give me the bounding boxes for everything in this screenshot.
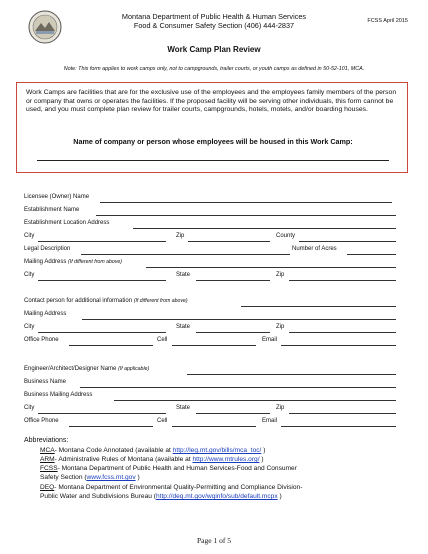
email-line[interactable] [281, 345, 396, 346]
state2-line[interactable] [196, 332, 270, 333]
business-mailing-line[interactable] [114, 400, 396, 401]
mca-link[interactable]: http://leg.mt.gov/bills/mca_toc/ [172, 447, 262, 454]
mailing-label: Mailing Address [24, 311, 67, 317]
company-question: Name of company or person whose employees will be housed in this Work Camp: [73, 137, 353, 146]
business-label: Business Name [24, 379, 67, 385]
state3-label: State [176, 405, 191, 411]
county-label: County [276, 233, 296, 239]
mailing-diff-label: Mailing Address (If different from above) [24, 259, 122, 265]
intro-text: Work Camps are facilities that are for the exclusive use of the employees and the employees family members of the person or company that owns or operates the facilities. If the proposed facility will be serving other individuals, this form cannot be used, and you must complete plan review for trailer courts, campgrounds, hotels, motels, and/or boarding houses. [26, 89, 397, 114]
state-label: State [176, 272, 191, 278]
cell-label: Cell [157, 337, 168, 343]
state2-label: State [176, 324, 191, 330]
city2-line[interactable] [38, 280, 166, 281]
if-applicable-note: (If applicable) [118, 366, 150, 372]
section-name: Food & Consumer Safety Section (406) 444-2837 [133, 21, 295, 30]
zip-label: Zip [176, 233, 185, 239]
city2-label: City [24, 272, 35, 278]
legal-label: Legal Description [24, 246, 71, 252]
engineer-line[interactable] [187, 374, 396, 375]
state3-line[interactable] [196, 413, 270, 414]
acres-label: Number of Acres [292, 246, 337, 252]
abbreviations-heading: Abbreviations: [24, 437, 69, 444]
zip-line[interactable] [188, 241, 270, 242]
agency-name: Montana Department of Public Health & Human Services [121, 12, 307, 21]
email2-line[interactable] [281, 426, 396, 427]
office-phone-label: Office Phone [24, 337, 59, 343]
licensee-label: Licensee (Owner) Name [24, 194, 90, 200]
state-line[interactable] [196, 280, 270, 281]
intro-box [16, 82, 408, 173]
acres-line[interactable] [347, 254, 396, 255]
zip2-line[interactable] [289, 280, 396, 281]
abbr-fcss: FCSS- Montana Department of Public Health and Human Services-Food and Consumer [40, 465, 297, 472]
office-phone2-line[interactable] [69, 426, 153, 427]
page-number: Page 1 of 5 [197, 536, 231, 545]
mailing-line[interactable] [82, 319, 396, 320]
zip3-label: Zip [276, 324, 285, 330]
contact-line[interactable] [241, 306, 396, 307]
cell2-label: Cell [157, 418, 168, 424]
form-note: Note: This form applies to work camps only, not to campgrounds, trailer courts, or youth camps as defined in 50-52-101, MCA. [63, 66, 365, 72]
abbr-deq: DEQ- Montana Department of Environmental Quality-Permitting and Compliance Division- [40, 484, 303, 491]
cell-line[interactable] [172, 345, 256, 346]
location-line[interactable] [133, 228, 396, 229]
contact-label: Contact person for additional information (If different from above) [24, 298, 188, 304]
abbr-deq-cont: Public Water and Subdivisions Bureau (http://deq.mt.gov/wqinfo/sub/default.mcpx ) [40, 493, 282, 500]
abbr-arm: ARM- Administrative Rules of Montana (available at http://www.mtrules.org/ ) [40, 456, 264, 463]
legal-line[interactable] [81, 254, 290, 255]
contact-note: (If different from above) [133, 298, 188, 304]
licensee-line[interactable] [100, 202, 392, 203]
deq-link[interactable]: http://deq.mt.gov/wqinfo/sub/default.mcpx [155, 493, 278, 500]
email2-label: Email [262, 418, 278, 424]
establishment-label: Establishment Name [24, 207, 80, 213]
mailing-diff-line[interactable] [146, 267, 396, 268]
email-label: Email [262, 337, 278, 343]
company-name-line[interactable] [37, 160, 389, 161]
zip4-line[interactable] [289, 413, 396, 414]
city3-label: City [24, 324, 35, 330]
county-line[interactable] [299, 241, 396, 242]
business-mailing-label: Business Mailing Address [24, 392, 93, 398]
engineer-label: Engineer/Architect/Designer Name (If applicable) [24, 366, 150, 372]
office-phone-line[interactable] [69, 345, 153, 346]
zip3-line[interactable] [289, 332, 396, 333]
abbr-fcss-cont: Safety Section (www.fcss.mt.gov ) [40, 474, 140, 481]
location-label: Establishment Location Address [24, 220, 110, 226]
cell2-line[interactable] [172, 426, 256, 427]
city-line[interactable] [38, 241, 166, 242]
arm-link[interactable]: http://www.mtrules.org/ [192, 456, 260, 463]
if-different-note: (If different from above) [68, 259, 122, 265]
city3-line[interactable] [38, 332, 166, 333]
office-phone2-label: Office Phone [24, 418, 59, 424]
zip4-label: Zip [276, 405, 285, 411]
business-line[interactable] [80, 387, 396, 388]
abbr-mca: MCA- Montana Code Annotated (available at http://leg.mt.gov/bills/mca_toc/ ) [40, 447, 266, 454]
zip2-label: Zip [276, 272, 285, 278]
city4-label: City [24, 405, 35, 411]
city-label: City [24, 233, 35, 239]
header-block [0, 12, 428, 30]
form-title: Work Camp Plan Review [167, 45, 261, 54]
establishment-line[interactable] [96, 215, 396, 216]
fcss-link[interactable]: www.fcss.mt.gov [86, 474, 136, 481]
form-code: FCSS April 2015 [367, 18, 408, 24]
city4-line[interactable] [38, 413, 166, 414]
